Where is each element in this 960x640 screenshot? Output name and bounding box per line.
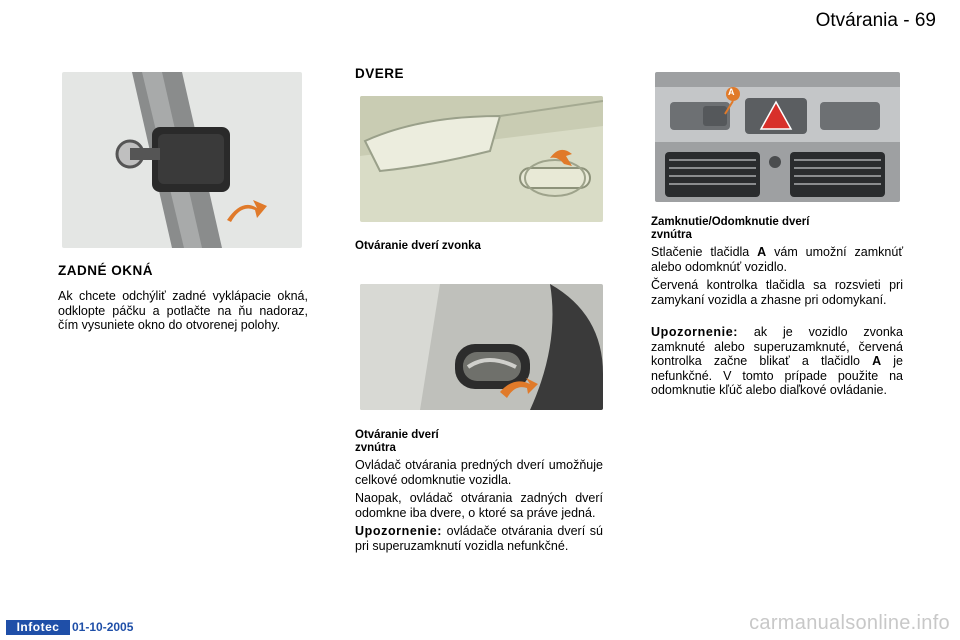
inside-door-text-block [355,458,603,557]
outside-door-handle-illustration [360,96,603,222]
inside-door-paragraph-1: Ovládač otvárania predných dverí umožňuje celkové odomknutie vozidla. [355,458,603,487]
doors-heading: DVERE [355,66,405,81]
central-locking-warning-text-2: je nefunkčné. V tomto prípade použite na odomknutie kľúč alebo diaľkové ovládanie. [651,354,904,397]
page-header: Otvárania - 69 [815,10,936,31]
central-locking-p1-before: Stlačenie tlačidla [651,245,758,259]
dashboard-lock-button-illustration [655,72,900,202]
central-locking-heading-line2: zvnútra [651,229,692,241]
inside-door-heading-line2: zvnútra [355,442,396,454]
inside-door-warning-label: Upozornenie: [355,524,443,538]
inside-door-warning [355,524,603,553]
inside-door-handle-photo [360,284,603,410]
central-locking-warning [651,325,903,398]
central-locking-warning-label: Upozornenie: [651,325,739,339]
inside-door-warning-text: ovládače otvárania dverí sú pri superuzamknutí vozidla nefunkčné. [355,524,603,553]
central-locking-p1-after: vám umožní zamknúť alebo odomknúť vozidlo. [651,245,904,274]
central-locking-paragraph-1 [651,245,903,274]
central-locking-heading-line1: Zamknutie/Odomknutie dverí [651,216,810,228]
inside-door-heading [355,429,439,455]
inside-door-paragraph-2: Naopak, ovládač otvárania zadných dverí odomkne iba dvere, o ktoré sa práve jedná. [355,491,603,520]
outside-door-handle-photo [360,96,603,222]
watermark: carmanualsonline.info [749,612,950,634]
outside-door-caption: Otváranie dverí zvonka [355,240,481,252]
central-locking-p1-key: A [757,245,767,259]
rear-windows-heading: ZADNÉ OKNÁ [58,263,153,278]
rear-window-latch-illustration [62,72,302,248]
rear-window-latch-photo [62,72,302,248]
rear-windows-text: Ak chcete odchýliť zadné vyklápacie okná, odklopte páčku a potlačte na ňu nadoraz, čím vysuniete okno do otvorenej polohy. [58,289,308,332]
central-locking-text-block [651,245,903,402]
central-locking-heading [651,216,809,242]
infotec-logo: Infotec [6,620,70,635]
central-locking-warning-key: A [872,354,882,368]
footer-date: 01-10-2005 [72,620,134,634]
dashboard-lock-button-photo [655,72,900,202]
callout-label-a: A [728,87,735,97]
central-locking-paragraph-2: Červená kontrolka tlačidla sa rozsvieti pri zamykaní vozidla a zhasne pri odomykaní. [651,278,903,307]
inside-door-handle-illustration [360,284,603,410]
central-locking-warning-text-1: ak je vozidlo zvonka zamknuté alebo superuzamknuté, červená kontrolka začne blikať a tlačidlo [651,325,903,368]
inside-door-heading-line1: Otváranie dverí [355,429,439,441]
